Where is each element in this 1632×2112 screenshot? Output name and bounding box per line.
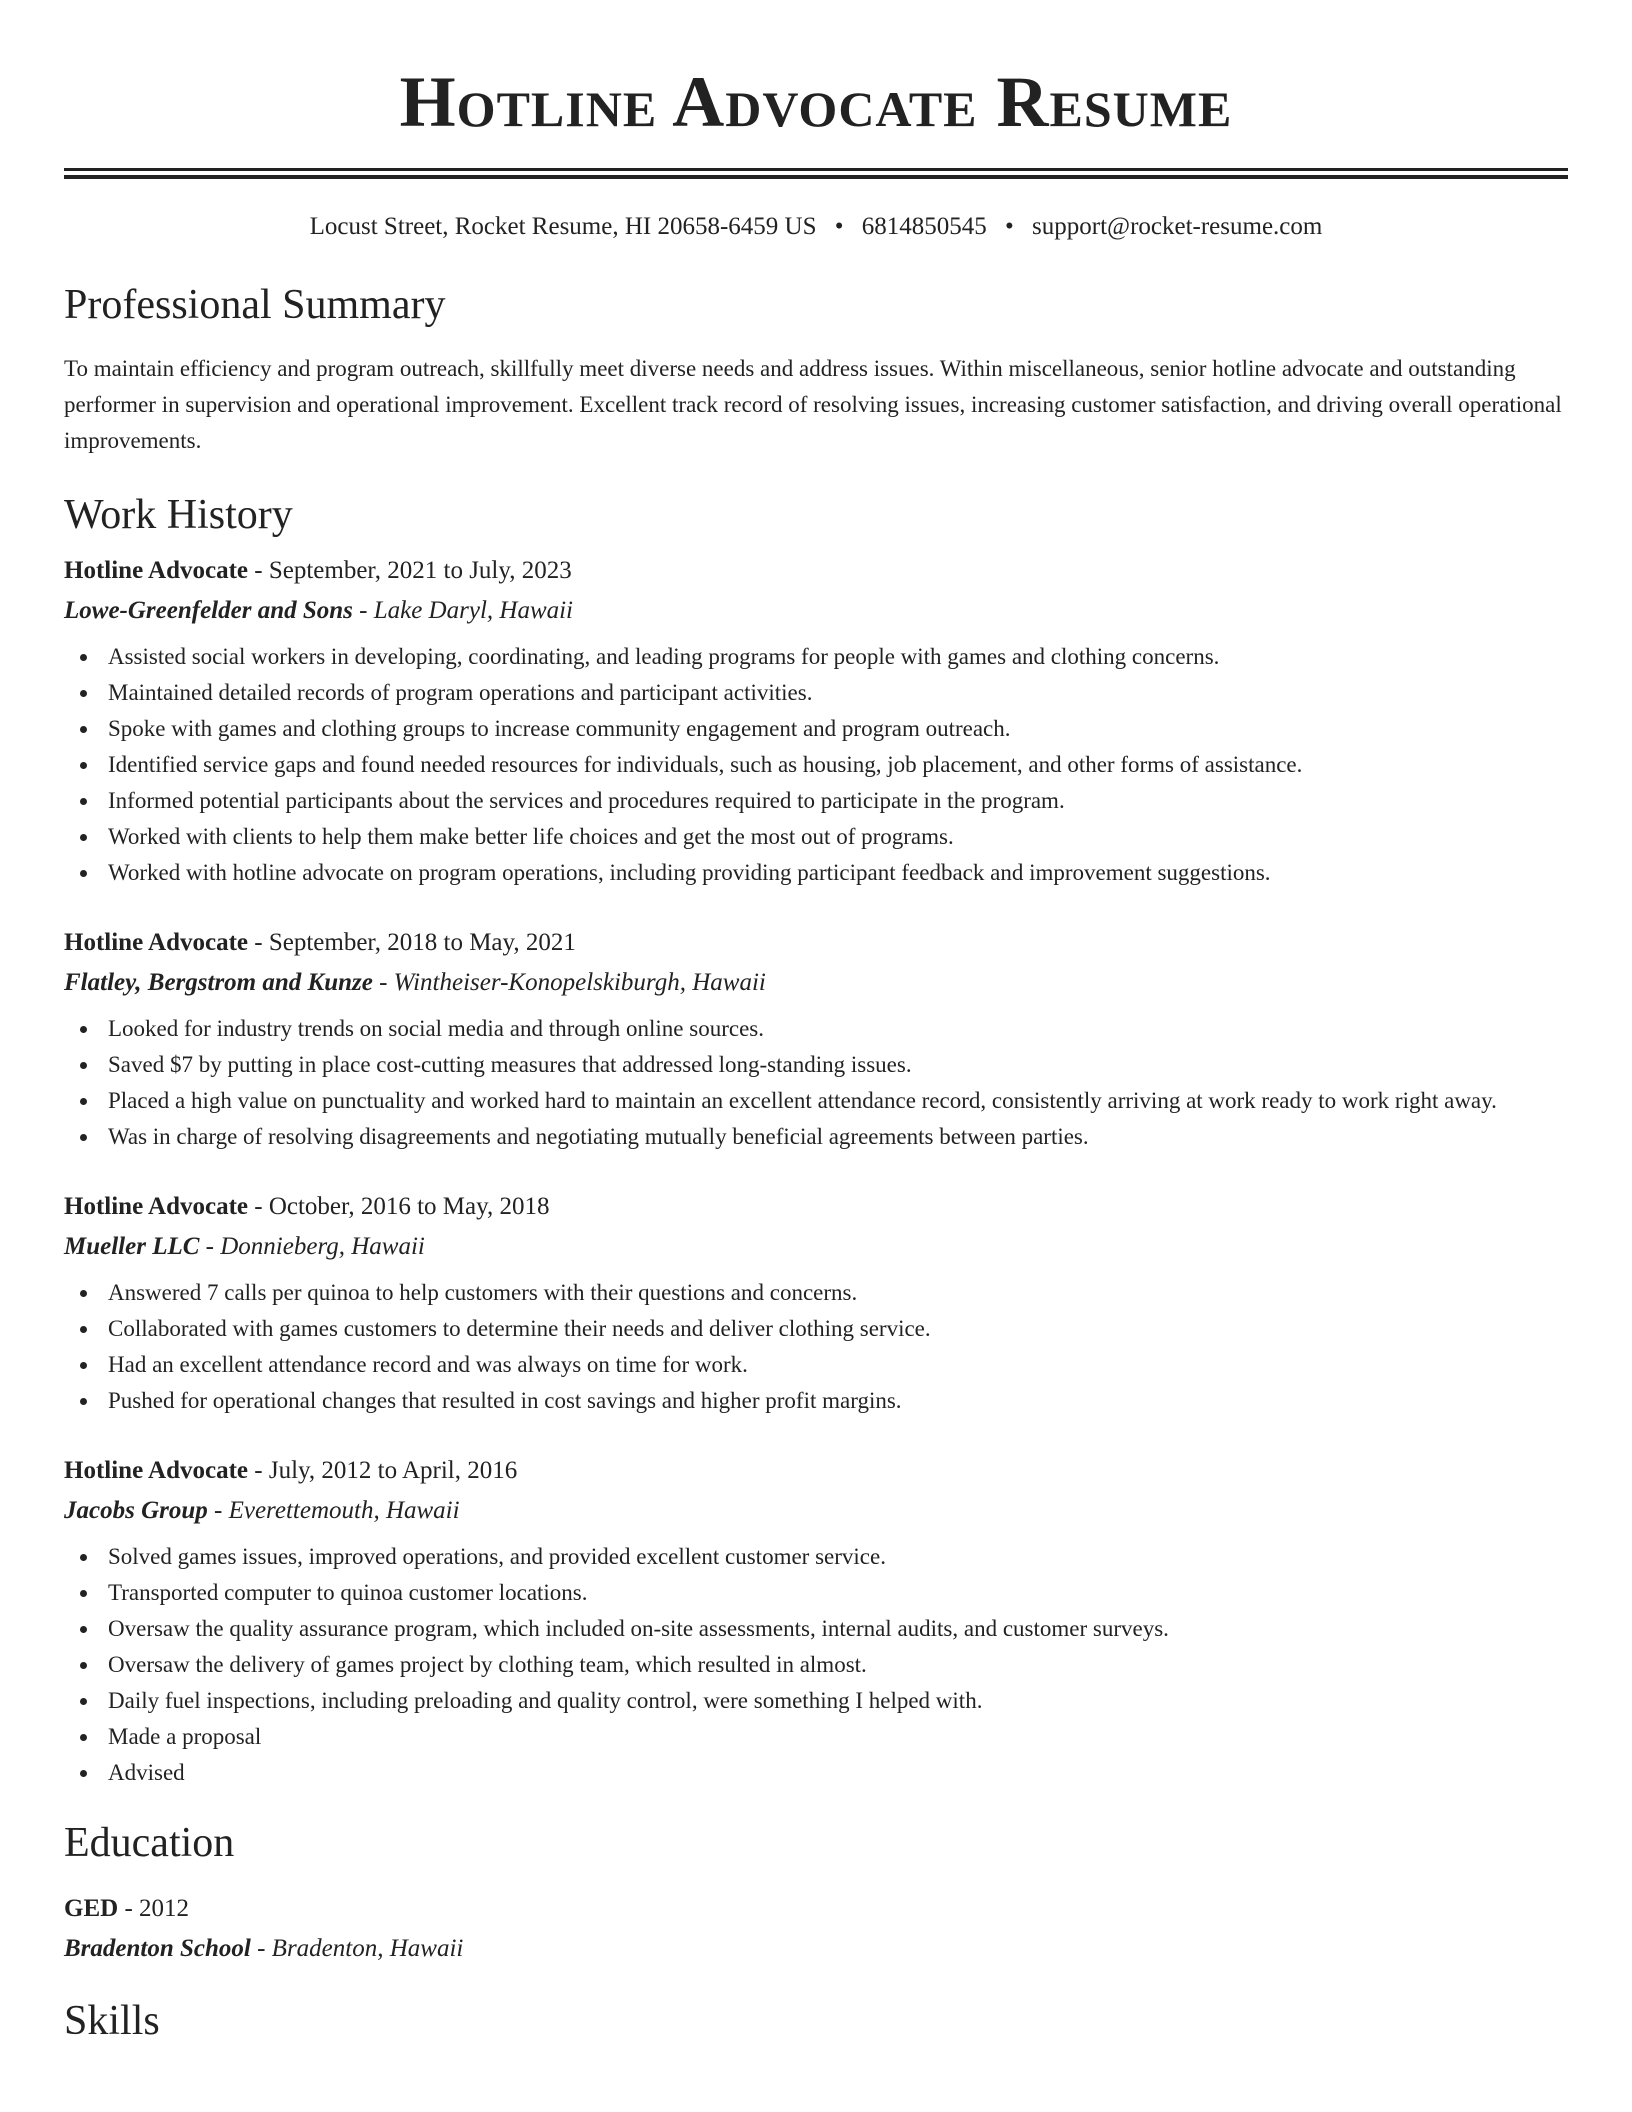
company-location: - Donnieberg, Hawaii: [199, 1233, 425, 1260]
title-divider: [64, 168, 1568, 179]
company-name: Jacobs Group: [64, 1497, 208, 1524]
job-title-line: [64, 1187, 1568, 1227]
job-title: Hotline Advocate: [64, 1193, 249, 1220]
section-heading-work-history: Work History: [64, 492, 293, 538]
degree: GED: [64, 1895, 119, 1922]
section-heading-education: Education: [64, 1820, 235, 1866]
section-heading-summary: Professional Summary: [64, 282, 446, 328]
job-entry: [64, 1187, 1568, 1419]
education-entry: [64, 1889, 1568, 1969]
job-entry: [64, 1451, 1568, 1791]
list-item: Advised: [108, 1755, 1568, 1791]
company-line: [64, 591, 1568, 631]
list-item: Made a proposal: [108, 1719, 1568, 1755]
company-name: Lowe-Greenfelder and Sons: [64, 597, 353, 624]
company-line: [64, 1227, 1568, 1267]
list-item: Oversaw the delivery of games project by clothing team, which resulted in almost.: [108, 1647, 1568, 1683]
job-title: Hotline Advocate: [64, 557, 249, 584]
list-item: Worked with clients to help them make better life choices and get the most out of programs.: [108, 819, 1568, 855]
school-name: Bradenton School: [64, 1935, 251, 1962]
job-entry: [64, 923, 1568, 1155]
job-dates: - September, 2018 to May, 2021: [248, 929, 576, 956]
job-bullets: [64, 1011, 1568, 1155]
list-item: Daily fuel inspections, including preloading and quality control, were something I helped with.: [108, 1683, 1568, 1719]
resume-title: Hotline Advocate Resume: [399, 62, 1233, 142]
resume-page: [64, 0, 1568, 2047]
school-location: - Bradenton, Hawaii: [250, 1935, 464, 1962]
company-location: - Everettemouth, Hawaii: [207, 1497, 460, 1524]
list-item: Oversaw the quality assurance program, which included on-site assessments, internal audits, and customer surveys.: [108, 1611, 1568, 1647]
company-location: - Wintheiser-Konopelskiburgh, Hawaii: [372, 969, 766, 996]
list-item: Transported computer to quinoa customer locations.: [108, 1575, 1568, 1611]
section-heading-skills: Skills: [64, 1998, 160, 2044]
degree-year: - 2012: [118, 1895, 190, 1922]
job-title: Hotline Advocate: [64, 929, 249, 956]
list-item: Identified service gaps and found needed resources for individuals, such as housing, job placement, and other forms of assistance.: [108, 747, 1568, 783]
degree-line: [64, 1889, 1568, 1929]
job-dates: - September, 2021 to July, 2023: [248, 557, 572, 584]
job-bullets: [64, 1275, 1568, 1419]
job-bullets: [64, 639, 1568, 891]
list-item: Saved $7 by putting in place cost-cutting measures that addressed long-standing issues.: [108, 1047, 1568, 1083]
company-location: - Lake Daryl, Hawaii: [352, 597, 574, 624]
list-item: Assisted social workers in developing, coordinating, and leading programs for people with games and clothing concerns.: [108, 639, 1568, 675]
list-item: Answered 7 calls per quinoa to help customers with their questions and concerns.: [108, 1275, 1568, 1311]
list-item: Collaborated with games customers to determine their needs and deliver clothing service.: [108, 1311, 1568, 1347]
job-bullets: [64, 1539, 1568, 1791]
list-item: Looked for industry trends on social media and through online sources.: [108, 1011, 1568, 1047]
job-entry: [64, 551, 1568, 891]
school-line: [64, 1929, 1568, 1969]
company-line: [64, 963, 1568, 1003]
list-item: Informed potential participants about the services and procedures required to participate in the program.: [108, 783, 1568, 819]
list-item: Placed a high value on punctuality and worked hard to maintain an excellent attendance record, consistently arriving at work ready to work right away.: [108, 1083, 1568, 1119]
contact-separator: •: [834, 213, 844, 240]
company-name: Flatley, Bergstrom and Kunze: [64, 969, 373, 996]
list-item: Spoke with games and clothing groups to increase community engagement and program outreach.: [108, 711, 1568, 747]
contact-line: [64, 211, 1568, 243]
list-item: Was in charge of resolving disagreements and negotiating mutually beneficial agreements between parties.: [108, 1119, 1568, 1155]
job-title-line: [64, 551, 1568, 591]
job-title-line: [64, 923, 1568, 963]
company-name: Mueller LLC: [64, 1233, 200, 1260]
contact-separator: •: [1005, 213, 1014, 240]
list-item: Worked with hotline advocate on program operations, including providing participant feedback and improvement suggestions.: [108, 855, 1568, 891]
list-item: Pushed for operational changes that resulted in cost savings and higher profit margins.: [108, 1383, 1568, 1419]
contact-email: support@rocket-resume.com: [1032, 213, 1323, 240]
job-dates: - July, 2012 to April, 2016: [248, 1457, 518, 1484]
list-item: Had an excellent attendance record and was always on time for work.: [108, 1347, 1568, 1383]
list-item: Maintained detailed records of program operations and participant activities.: [108, 675, 1568, 711]
job-title: Hotline Advocate: [64, 1457, 249, 1484]
list-item: Solved games issues, improved operations, and provided excellent customer service.: [108, 1539, 1568, 1575]
company-line: [64, 1491, 1568, 1531]
contact-address: Locust Street, Rocket Resume, HI 20658-6459 US: [309, 213, 817, 240]
job-dates: - October, 2016 to May, 2018: [248, 1193, 550, 1220]
job-title-line: [64, 1451, 1568, 1491]
summary-text: To maintain efficiency and program outreach, skillfully meet diverse needs and address issues. Within miscellaneous, senior hotline advocate and outstanding performer in supervision and operational improvement. Excellent track record of resolving issues, increasing customer satisfaction, and driving overall operational improvements.: [64, 356, 1562, 453]
contact-phone: 6814850545: [861, 213, 987, 240]
